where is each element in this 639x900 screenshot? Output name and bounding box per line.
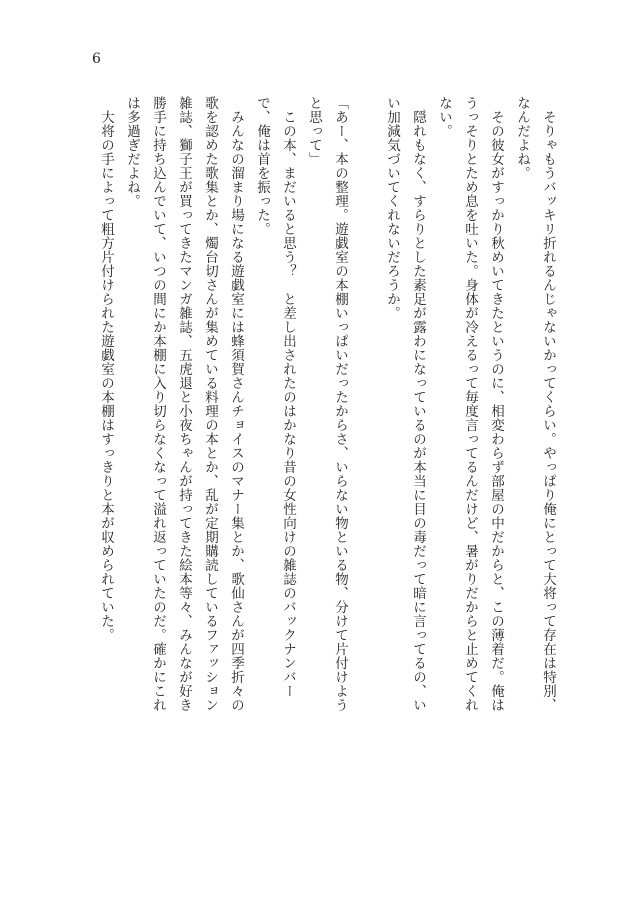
paragraph: 大将の手によって粗方片付けられた遊戯室の本棚はすっきりと本が収められていた。: [98, 109, 114, 642]
paragraph: みんなの溜まり場になる遊戯室には蜂須賀さんチョイスのマナー集とか、歌仙さんが四季折々の歌を認めた歌集とか、燭台切さんが集めている料理の本とか、乱が定期購読しているファッション雑誌、獅子王が買ってきたマンガ雑誌、五虎退と小夜ちゃんが持ってきた絵本等々、みんなが好き勝手に持ち込んでいて、いつの間にか本棚に入り切らなくなって溢れ返っていたのだ。確かにこれは多過ぎだよね。: [124, 96, 244, 712]
paragraph: そりゃもうバッキリ折れるんじゃないかってくらい。やっぱり俺にとって大将って存在は特別、なんだよね。: [514, 96, 556, 712]
dialogue-line: 「あー、本の整理。遊戯室の本棚いっぱいだったからさ、いらない物といる物、分けて片付けようと思って」: [306, 96, 348, 712]
paragraph: その彼女がすっかり秋めいてきたというのに、相変わらず部屋の中だからと、この薄着だ。俺はうっそりとため息を吐いた。身体が冷えるって毎度言ってるんだけど、暑がりだからと止めてくれない。: [436, 96, 504, 712]
vertical-text-body: [91, 96, 561, 716]
paragraph: この本、まだいると思う？ と差し出されたのはかなり昔の女性向けの雑誌のバックナンバーで、俺は首を振った。: [254, 96, 296, 698]
page-number: 6: [92, 51, 101, 67]
paragraph: 隠れもなく、すらりとした素足が露わになっているのが本当に目の毒だって暗に言ってるの、いい加減気づいてくれないだろうか。: [384, 96, 426, 712]
